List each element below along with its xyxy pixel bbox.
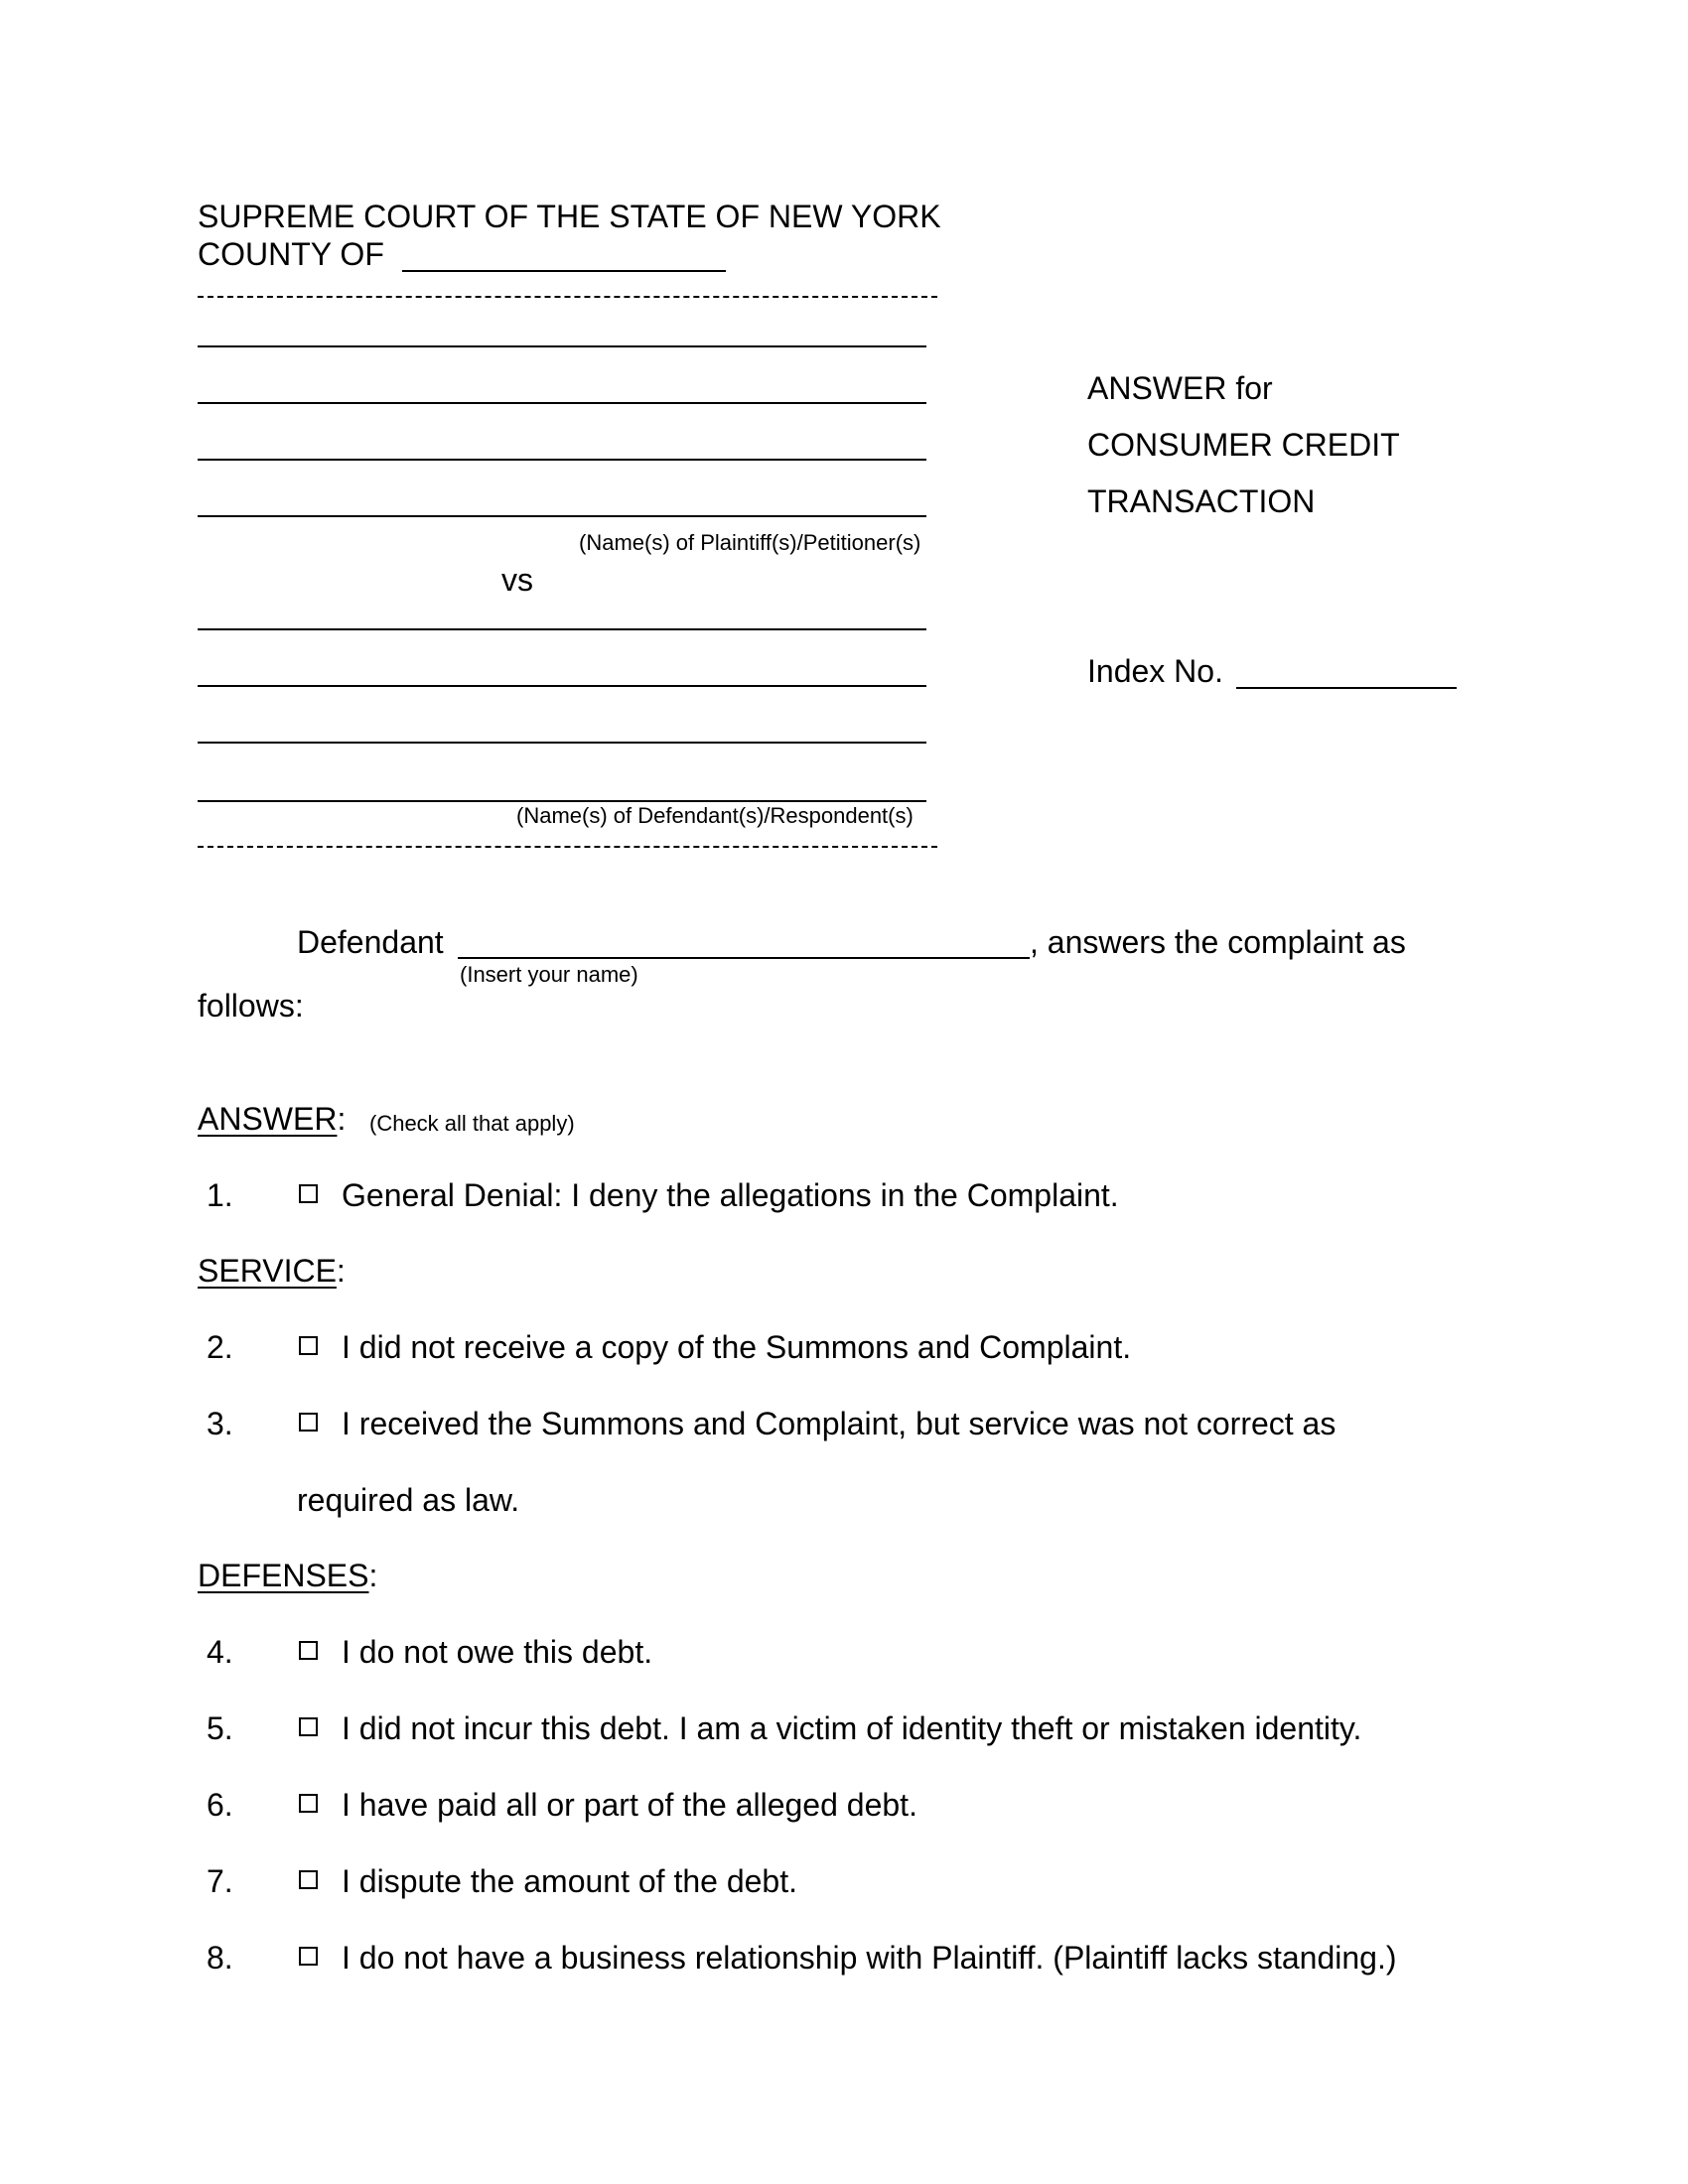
item-text: I did not incur this debt. I am a victim of identity theft or mistaken identity. — [342, 1710, 1362, 1746]
item-number: 1. — [207, 1177, 233, 1213]
defendant-name-line-1[interactable] — [198, 628, 926, 630]
item-checkbox-3[interactable] — [299, 1413, 318, 1436]
item-text: I dispute the amount of the debt. — [342, 1863, 797, 1899]
item-text-continuation: required as law. — [297, 1482, 520, 1518]
answer-heading — [198, 1103, 346, 1135]
intro-follows: follows: — [198, 988, 304, 1024]
item-text: I do not have a business relationship with Plaintiff. (Plaintiff lacks standing.) — [342, 1940, 1397, 1976]
item-checkbox-1[interactable] — [299, 1184, 318, 1208]
checkbox-icon — [299, 1184, 318, 1203]
item-number: 6. — [207, 1787, 233, 1823]
index-number-field[interactable] — [1236, 687, 1457, 689]
service-heading — [198, 1255, 346, 1287]
defendant-label: Defendant — [297, 924, 444, 960]
item-checkbox-7[interactable] — [299, 1870, 318, 1894]
item-checkbox-6[interactable] — [299, 1794, 318, 1818]
item-number: 8. — [207, 1940, 233, 1976]
versus-label: vs — [501, 562, 533, 598]
insert-name-hint: (Insert your name) — [460, 962, 638, 987]
item-checkbox-8[interactable] — [299, 1947, 318, 1971]
county-label: COUNTY OF — [198, 236, 384, 272]
answer-heading-text: ANSWER — [198, 1101, 338, 1137]
plaintiff-name-line-2[interactable] — [198, 402, 926, 404]
item-number: 5. — [207, 1710, 233, 1746]
service-heading-text: SERVICE — [198, 1253, 337, 1289]
index-number-label: Index No. — [1087, 653, 1223, 689]
defendant-name-line-3[interactable] — [198, 742, 926, 744]
doc-title-line-1: ANSWER for — [1087, 370, 1273, 406]
checkbox-icon — [299, 1336, 318, 1355]
item-checkbox-4[interactable] — [299, 1641, 318, 1665]
checkbox-icon — [299, 1794, 318, 1813]
item-checkbox-5[interactable] — [299, 1717, 318, 1741]
county-field[interactable] — [402, 270, 726, 272]
service-heading-colon: : — [336, 1253, 346, 1289]
doc-title-line-3: TRANSACTION — [1087, 483, 1316, 519]
item-text: I did not receive a copy of the Summons and Complaint. — [342, 1329, 1132, 1365]
checkbox-icon — [299, 1717, 318, 1736]
defendant-caption-label: (Name(s) of Defendant(s)/Respondent(s) — [516, 803, 914, 828]
doc-title-line-2: CONSUMER CREDIT — [1087, 427, 1400, 463]
defendant-name-line-4[interactable] — [198, 800, 926, 802]
item-text: I have paid all or part of the alleged debt. — [342, 1787, 917, 1823]
answer-heading-colon: : — [337, 1101, 347, 1137]
checkbox-icon — [299, 1870, 318, 1889]
check-all-hint: (Check all that apply) — [369, 1111, 575, 1136]
item-text: I do not owe this debt. — [342, 1634, 653, 1670]
item-checkbox-2[interactable] — [299, 1336, 318, 1360]
caption-top-divider — [198, 296, 937, 298]
plaintiff-name-line-3[interactable] — [198, 459, 926, 461]
caption-bottom-divider — [198, 846, 937, 848]
defenses-heading-text: DEFENSES — [198, 1558, 369, 1593]
item-text: I received the Summons and Complaint, but service was not correct as — [342, 1406, 1336, 1441]
plaintiff-name-line-1[interactable] — [198, 345, 926, 347]
defenses-heading — [198, 1560, 377, 1591]
item-number: 7. — [207, 1863, 233, 1899]
item-number: 3. — [207, 1406, 233, 1441]
item-number: 4. — [207, 1634, 233, 1670]
item-text: General Denial: I deny the allegations in the Complaint. — [342, 1177, 1119, 1213]
defenses-heading-colon: : — [368, 1558, 378, 1593]
defendant-name-line-2[interactable] — [198, 685, 926, 687]
checkbox-icon — [299, 1413, 318, 1432]
plaintiff-caption-label: (Name(s) of Plaintiff(s)/Petitioner(s) — [579, 530, 921, 555]
item-number: 2. — [207, 1329, 233, 1365]
defendant-own-name-field[interactable] — [458, 957, 1030, 959]
plaintiff-name-line-4[interactable] — [198, 515, 926, 517]
intro-continuation: , answers the complaint as — [1030, 924, 1406, 960]
court-name: SUPREME COURT OF THE STATE OF NEW YORK — [198, 199, 941, 234]
checkbox-icon — [299, 1947, 318, 1966]
checkbox-icon — [299, 1641, 318, 1660]
